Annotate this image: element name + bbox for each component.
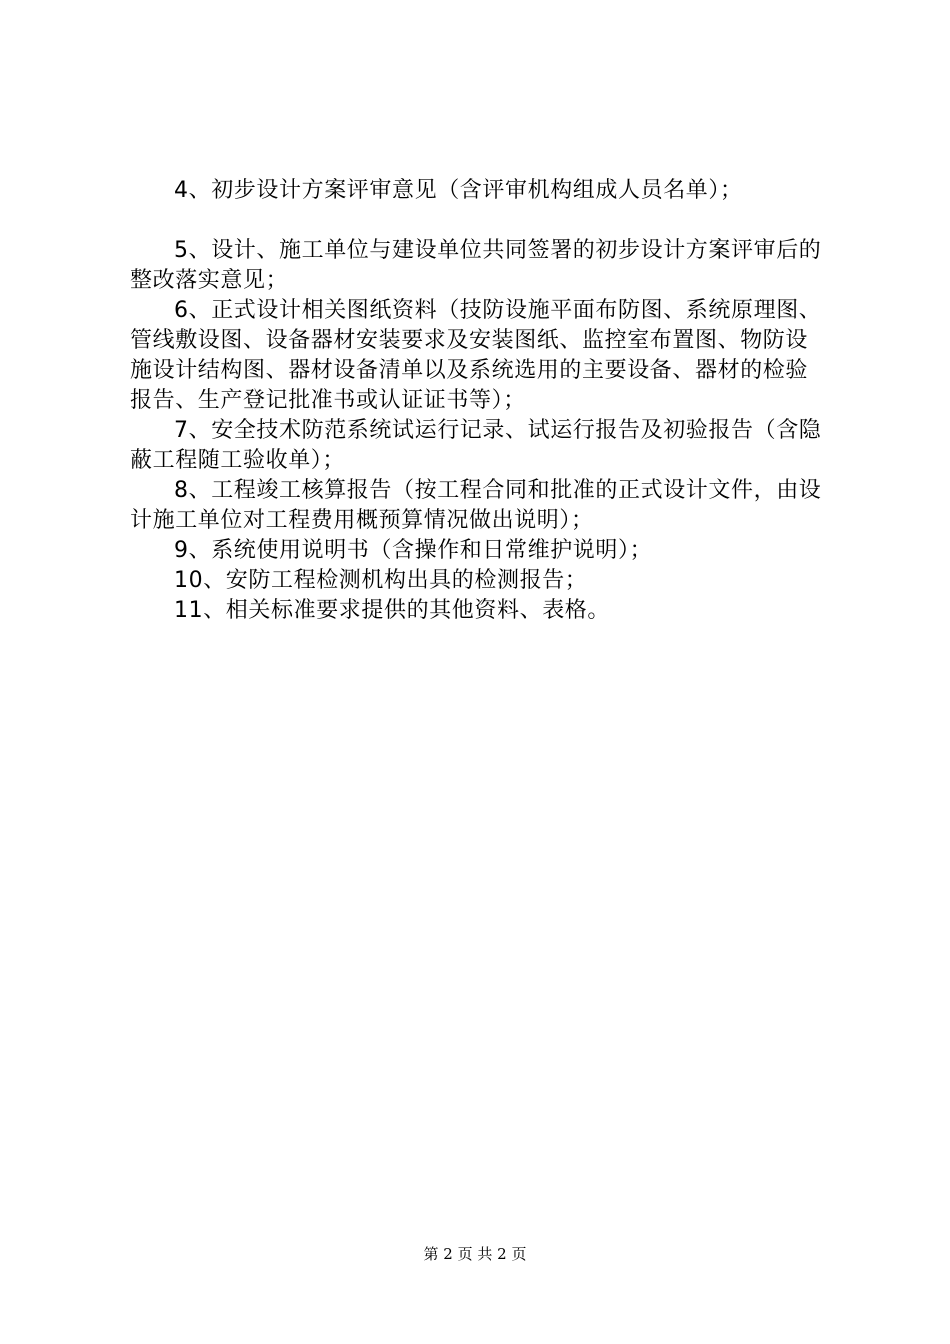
list-item-10: 10、安防工程检测机构出具的检测报告； — [174, 568, 588, 593]
list-item-7: 7、安全技术防范系统试运行记录、试运行报告及初验报告（含隐蔽工程随工验收单）； — [130, 418, 822, 473]
list-item-8: 8、工程竣工核算报告（按工程合同和批准的正式设计文件，由设计施工单位对工程费用概预算情况做出说明）； — [130, 478, 822, 533]
list-item-9: 9、系统使用说明书（含操作和日常维护说明）； — [174, 538, 653, 563]
list-item-4: 4、初步设计方案评审意见（含评审机构组成人员名单）； — [174, 178, 743, 203]
list-item-6: 6、正式设计相关图纸资料（技防设施平面布防图、系统原理图、管线敷设图、设备器材安装要求及安装图纸、监控室布置图、物防设施设计结构图、器材设备清单以及系统选用的主要设备、器材的检验报告、生产登记批准书或认证证书等）； — [130, 298, 822, 413]
page-footer: 第 2 页 共 2 页 — [423, 1245, 527, 1263]
list-item-11: 11、相关标准要求提供的其他资料、表格。 — [174, 598, 610, 623]
document-body — [130, 176, 830, 626]
list-item-5: 5、设计、施工单位与建设单位共同签署的初步设计方案评审后的整改落实意见； — [130, 238, 822, 293]
